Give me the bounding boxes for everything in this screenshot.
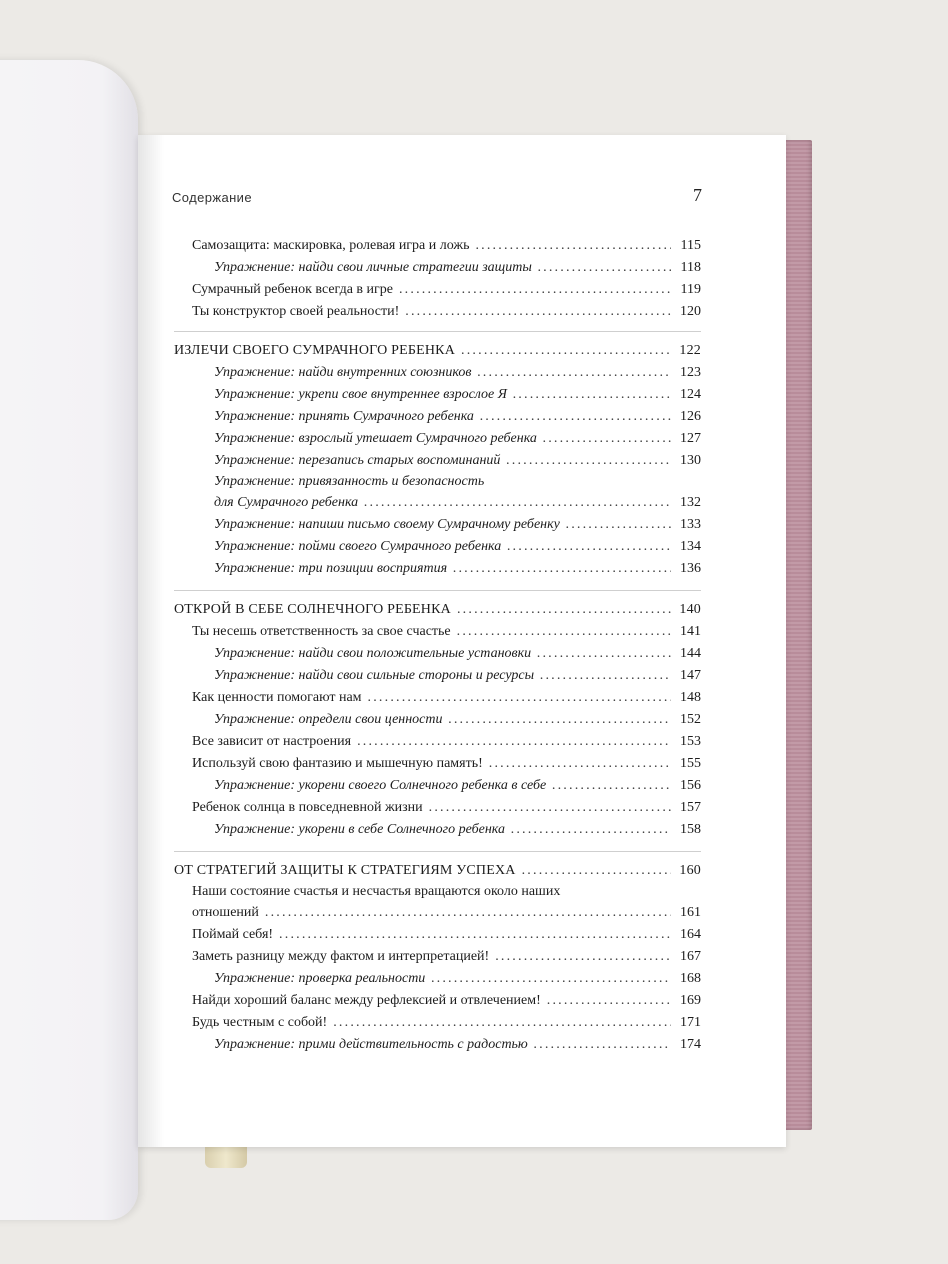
dot-leader <box>537 643 671 664</box>
toc-entry-title: Упражнение: укорени в себе Солнечного ребенка <box>214 822 505 837</box>
dot-leader <box>457 599 671 620</box>
toc-entry <box>174 753 701 775</box>
toc-entry-title: Упражнение: перезапись старых воспоминаний <box>214 453 501 468</box>
dot-leader <box>511 819 671 840</box>
toc-section-heading <box>174 340 701 362</box>
toc-entry-title: Поймай себя! <box>192 927 274 942</box>
toc-entry-title: Упражнение: найди свои положительные установки <box>214 646 532 661</box>
toc-section <box>174 340 701 591</box>
toc-page-number: 153 <box>680 734 701 749</box>
toc-entry-title: Упражнение: найди свои личные стратегии защиты <box>214 260 532 275</box>
toc-entry-title: ОТКРОЙ В СЕБЕ СОЛНЕЧНОГО РЕБЕНКА <box>174 602 451 617</box>
page-number: 7 <box>693 185 702 205</box>
toc-page-number: 160 <box>679 863 701 878</box>
dot-leader <box>279 924 671 945</box>
book-cover-edge <box>784 140 812 1130</box>
left-page <box>0 60 138 1220</box>
toc-entry <box>174 797 701 819</box>
dot-leader <box>453 558 671 579</box>
dot-leader <box>477 362 671 383</box>
right-page <box>138 135 786 1147</box>
toc-page-number: 156 <box>680 778 701 793</box>
toc-entry-title: Будь честным с собой! <box>192 1015 328 1030</box>
dot-leader <box>475 235 671 256</box>
toc-section-heading <box>174 599 701 621</box>
toc-page-number: 126 <box>680 409 701 424</box>
toc-page-number: 157 <box>680 800 701 815</box>
toc-entry-title: Упражнение: укорени своего Солнечного ребенка в себе <box>214 778 547 793</box>
toc-section <box>174 235 701 332</box>
toc-exercise-entry <box>174 1034 701 1056</box>
toc-entry-title: Упражнение: три позиции восприятия <box>214 561 448 576</box>
toc-page-number: 132 <box>680 495 701 510</box>
toc-exercise-entry <box>174 428 701 450</box>
toc-entry-title: Все зависит от настроения <box>192 734 352 749</box>
toc-entry <box>174 902 701 924</box>
dot-leader <box>534 1034 671 1055</box>
toc-entry-title: Как ценности помогают нам <box>192 690 362 705</box>
toc-exercise-entry <box>174 709 701 731</box>
toc-page-number: 152 <box>680 712 701 727</box>
toc-exercise-entry <box>174 665 701 687</box>
toc-exercise-entry <box>174 643 701 665</box>
toc-entry <box>174 621 701 643</box>
toc-entry-title: отношений <box>192 905 259 920</box>
toc-entry-title: Упражнение: принять Сумрачного ребенка <box>214 409 474 424</box>
toc-exercise-entry <box>174 384 701 406</box>
dot-leader <box>489 753 671 774</box>
toc-page-number: 130 <box>680 453 701 468</box>
toc-exercise-entry <box>174 968 701 990</box>
toc-page-number: 174 <box>680 1037 701 1052</box>
toc-exercise-entry <box>174 819 701 841</box>
dot-leader <box>538 257 671 278</box>
toc-entry-title: Упражнение: прими действительность с радостью <box>214 1037 528 1052</box>
dot-leader <box>543 428 671 449</box>
toc-page-number: 122 <box>679 343 701 358</box>
toc-entry-title: Сумрачный ребенок всегда в игре <box>192 282 393 297</box>
toc-exercise-entry <box>174 450 701 472</box>
toc-page-number: 141 <box>680 624 701 639</box>
toc-page-number: 161 <box>680 905 701 920</box>
toc-entry-title: ОТ СТРАТЕГИЙ ЗАЩИТЫ К СТРАТЕГИЯМ УСПЕХА <box>174 863 516 878</box>
toc-entry-title: Упражнение: взрослый утешает Сумрачного ребенка <box>214 431 537 446</box>
toc-entry-title: Упражнение: найди свои сильные стороны и ресурсы <box>214 668 535 683</box>
toc-entry-title: Упражнение: пойми своего Сумрачного ребенка <box>214 539 502 554</box>
toc-page-number: 164 <box>680 927 701 942</box>
dot-leader <box>480 406 671 427</box>
toc-entry <box>174 687 701 709</box>
toc-entry <box>174 235 701 257</box>
toc-page-number: 167 <box>680 949 701 964</box>
dot-leader <box>431 968 671 989</box>
toc-exercise-entry <box>174 257 701 279</box>
toc-entry-title: Ты несешь ответственность за свое счастье <box>192 624 451 639</box>
toc-entry-title: Упражнение: проверка реальности <box>214 971 426 986</box>
toc-entry-title: ИЗЛЕЧИ СВОЕГО СУМРАЧНОГО РЕБЕНКА <box>174 343 456 358</box>
toc-section-heading <box>174 860 701 882</box>
dot-leader <box>333 1012 671 1033</box>
toc-page-number: 118 <box>680 260 701 275</box>
toc-page-number: 144 <box>680 646 701 661</box>
toc-page-number: 127 <box>680 431 701 446</box>
toc-entry <box>174 990 701 1012</box>
dot-leader <box>566 514 671 535</box>
toc-entry <box>174 731 701 753</box>
toc-entry <box>174 301 701 323</box>
toc-page-number: 171 <box>680 1015 701 1030</box>
dot-leader <box>357 731 671 752</box>
dot-leader <box>513 384 671 405</box>
toc-page-number: 133 <box>680 517 701 532</box>
dot-leader <box>399 279 671 300</box>
toc-page-number: 123 <box>680 365 701 380</box>
dot-leader <box>449 709 671 730</box>
toc-page-number: 148 <box>680 690 701 705</box>
toc-exercise-entry <box>174 514 701 536</box>
toc-entry <box>174 924 701 946</box>
toc-page-number: 168 <box>680 971 701 986</box>
toc-page-number: 169 <box>680 993 701 1008</box>
toc-exercise-entry <box>174 536 701 558</box>
toc-page-number: 155 <box>680 756 701 771</box>
toc-entry-title-line: Наши состояние счастья и несчастья вращаются около наших <box>192 884 561 899</box>
dot-leader <box>552 775 671 796</box>
toc-entry-title: Упражнение: определи свои ценности <box>214 712 443 727</box>
toc-page-number: 115 <box>680 238 701 253</box>
dot-leader <box>364 492 671 513</box>
toc-exercise-entry <box>174 406 701 428</box>
toc-page-number: 136 <box>680 561 701 576</box>
toc-page-number: 124 <box>680 387 701 402</box>
toc-entry-title: Ты конструктор своей реальности! <box>192 304 400 319</box>
toc-page-number: 158 <box>680 822 701 837</box>
table-of-contents <box>174 235 701 1074</box>
toc-entry-title: Упражнение: напиши письмо своему Сумрачному ребенку <box>214 517 560 532</box>
toc-section <box>174 860 701 1066</box>
toc-section <box>174 599 701 852</box>
toc-entry-title: Упражнение: укрепи свое внутреннее взрослое Я <box>214 387 507 402</box>
toc-page-number: 120 <box>680 304 701 319</box>
dot-leader <box>547 990 671 1011</box>
dot-leader <box>507 536 671 557</box>
toc-entry <box>174 279 701 301</box>
toc-entry-title: Ребенок солнца в повседневной жизни <box>192 800 423 815</box>
dot-leader <box>540 665 671 686</box>
toc-exercise-entry <box>174 558 701 580</box>
dot-leader <box>429 797 671 818</box>
toc-exercise-entry <box>174 362 701 384</box>
toc-page-number: 119 <box>680 282 701 297</box>
dot-leader <box>461 340 671 361</box>
toc-entry <box>174 1012 701 1034</box>
dot-leader <box>522 860 671 881</box>
toc-entry-title: Используй свою фантазию и мышечную память! <box>192 756 483 771</box>
toc-entry-title: для Сумрачного ребенка <box>214 495 359 510</box>
dot-leader <box>265 902 671 923</box>
toc-entry-title: Упражнение: найди внутренних союзников <box>214 365 472 380</box>
toc-page-number: 147 <box>680 668 701 683</box>
dot-leader <box>457 621 671 642</box>
toc-exercise-entry <box>174 492 701 514</box>
dot-leader <box>368 687 671 708</box>
toc-page-number: 140 <box>679 602 701 617</box>
dot-leader <box>506 450 671 471</box>
toc-entry-title: Найди хороший баланс между рефлексией и отвлечением! <box>192 993 541 1008</box>
toc-entry <box>174 946 701 968</box>
toc-exercise-entry <box>174 775 701 797</box>
toc-entry-title-line: Упражнение: привязанность и безопасность <box>214 474 485 489</box>
toc-entry-title: Самозащита: маскировка, ролевая игра и ложь <box>192 238 470 253</box>
dot-leader <box>405 301 671 322</box>
dot-leader <box>495 946 671 967</box>
running-head: Содержание <box>172 190 252 205</box>
toc-entry-title: Заметь разницу между фактом и интерпретацией! <box>192 949 490 964</box>
toc-page-number: 134 <box>680 539 701 554</box>
